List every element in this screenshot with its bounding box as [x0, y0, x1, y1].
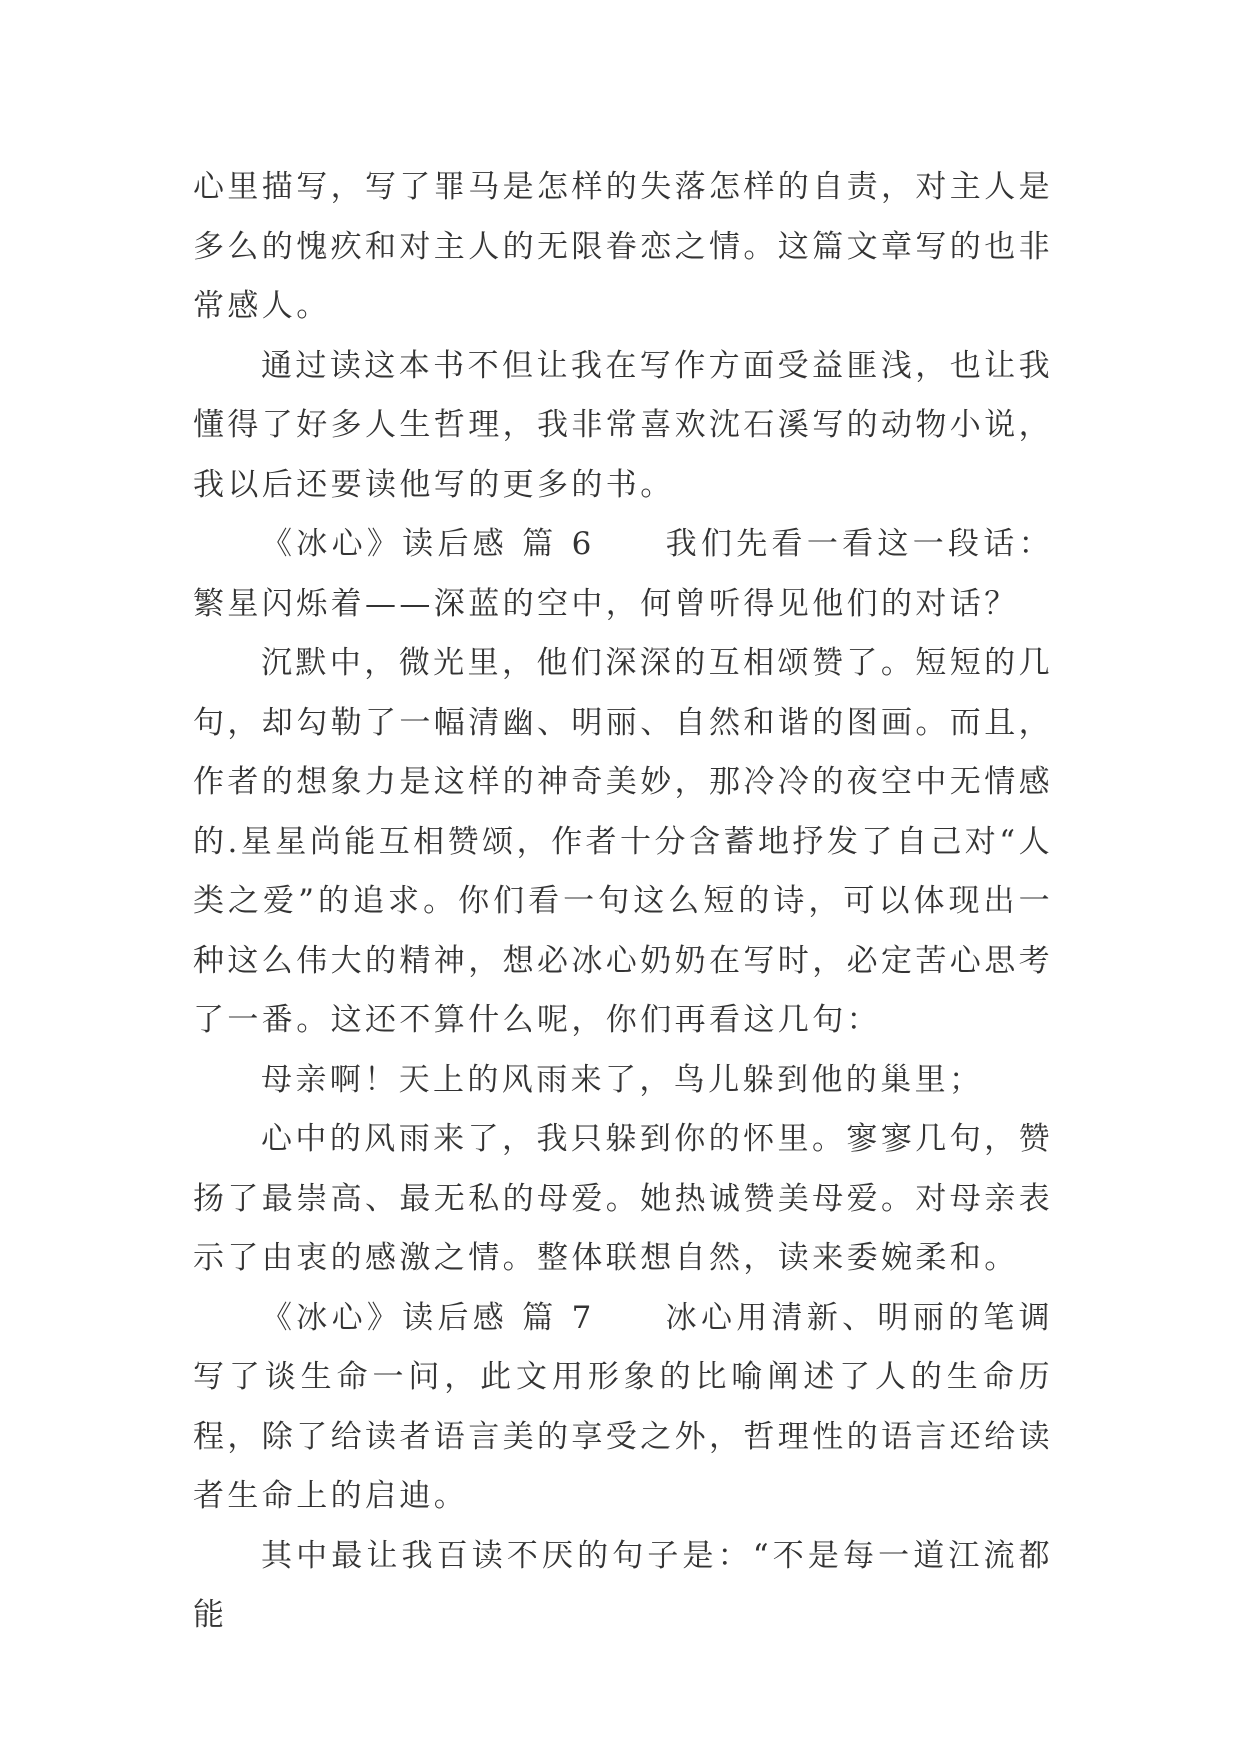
- paragraph: [193, 1289, 1053, 1527]
- paragraph: [193, 515, 1053, 634]
- section-heading: 《冰心》读后感 篇 6: [261, 526, 595, 562]
- paragraph: 沉默中，微光里，他们深深的互相颂赞了。短短的几句，却勾勒了一幅清幽、明丽、自然和谐的图画。而且，作者的想象力是这样的神奇美妙，那冷冷的夜空中无情感的.星星尚能互相赞颂，作者十分含蓄地抒发了自己对“人类之爱”的追求。你们看一句这么短的诗，可以体现出一种这么伟大的精神，想必冰心奶奶在写时，必定苦心思考了一番。这还不算什么呢，你们再看这几句：: [193, 645, 1053, 1038]
- paragraph: 其中最让我百读不厌的句子是：“不是每一道江流都能: [193, 1537, 1053, 1633]
- section-heading: 《冰心》读后感 篇 7: [261, 1299, 595, 1336]
- paragraph-text: 我们先看一看这一段话：繁星闪烁着——深蓝的空中，何曾听得见他们的对话？: [193, 526, 1053, 622]
- paragraph: 心里描写，写了罪马是怎样的失落怎样的自责，对主人是多么的愧疚和对主人的无限眷恋之情。这篇文章写的也非常感人。: [193, 169, 1053, 324]
- document-body: [193, 158, 1053, 1646]
- paragraph: 通过读这本书不但让我在写作方面受益匪浅，也让我懂得了好多人生哲理，我非常喜欢沈石溪写的动物小说，我以后还要读他写的更多的书。: [193, 347, 1053, 503]
- paragraph-text: 冰心用清新、明丽的笔调写了谈生命一问，此文用形象的比喻阐述了人的生命历程，除了给读者语言美的享受之外，哲理性的语言还给读者生命上的启迪。: [193, 1299, 1053, 1514]
- paragraph: 母亲啊！天上的风雨来了，鸟儿躲到他的巢里；: [261, 1061, 984, 1098]
- paragraph: 心中的风雨来了，我只躲到你的怀里。寥寥几句，赞扬了最崇高、最无私的母爱。她热诚赞美母爱。对母亲表示了由衷的感激之情。整体联想自然，读来委婉柔和。: [193, 1121, 1053, 1276]
